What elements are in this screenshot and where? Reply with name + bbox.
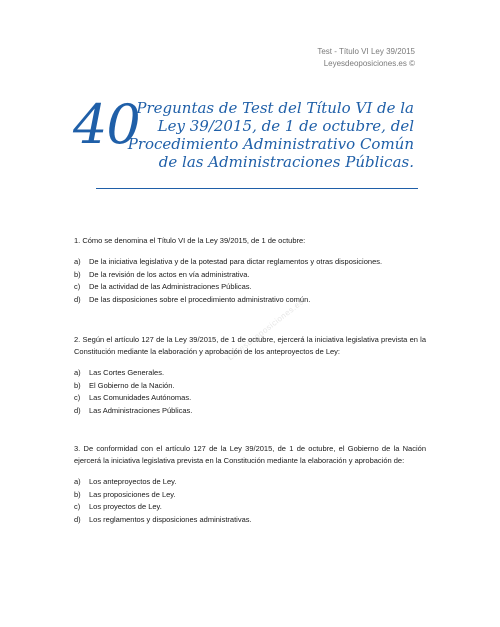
title-line: Ley 39/2015, de 1 de octubre, del <box>157 117 414 135</box>
title-line: Procedimiento Administrativo Común <box>127 135 414 153</box>
question-2 <box>74 334 426 417</box>
answer-option-b <box>74 269 426 282</box>
question-1 <box>74 235 426 306</box>
header-document-title: Test - Título VI Ley 39/2015 <box>317 47 415 56</box>
answer-option-b <box>74 489 426 502</box>
answer-option-c <box>74 281 426 294</box>
answer-option-a <box>74 256 426 269</box>
answer-option-a <box>74 367 426 380</box>
option-letter: d) <box>74 294 81 304</box>
page-header <box>317 46 415 70</box>
answer-options <box>74 256 426 306</box>
option-text: De la revisión de los actos en vía administrativa. <box>89 269 250 279</box>
answer-option-c <box>74 392 426 405</box>
option-text: Las Administraciones Públicas. <box>89 405 193 415</box>
option-letter: b) <box>74 489 81 499</box>
answer-option-d <box>74 514 426 527</box>
question-text: 1. Cómo se denomina el Título VI de la Ley 39/2015, de 1 de octubre: <box>74 236 306 245</box>
option-letter: a) <box>74 368 81 377</box>
option-text: Las Comunidades Autónomas. <box>89 393 192 402</box>
option-letter: d) <box>74 514 81 524</box>
option-text: Los anteproyectos de Ley. <box>89 477 177 486</box>
option-letter: c) <box>74 393 81 402</box>
option-text: Los reglamentos y disposiciones administrativas. <box>89 514 252 524</box>
question-text: 3. De conformidad con el artículo 127 de la Ley 39/2015, de 1 de octubre, el Gobierno de la Nación ejercerá la iniciativa legislativa prevista en la Constitución mediante la elaboración y aprobación de: <box>74 444 426 465</box>
option-letter: a) <box>74 257 81 266</box>
answer-option-b <box>74 380 426 393</box>
option-text: Las Cortes Generales. <box>89 368 165 377</box>
answer-options <box>74 367 426 417</box>
answer-option-d <box>74 294 426 307</box>
option-text: De las disposiciones sobre el procedimiento administrativo común. <box>89 294 311 304</box>
answer-option-d <box>74 405 426 418</box>
answer-option-c <box>74 501 426 514</box>
option-text: Los proyectos de Ley. <box>89 502 162 511</box>
title-line: Preguntas de Test del Título VI de la <box>136 99 414 117</box>
option-letter: a) <box>74 477 81 486</box>
watermark: Leyesdeoposiciones.es <box>226 297 306 363</box>
option-letter: d) <box>74 405 81 415</box>
answer-option-a <box>74 476 426 489</box>
option-letter: b) <box>74 269 81 279</box>
question-3 <box>74 443 426 526</box>
option-text: Las proposiciones de Ley. <box>89 489 176 499</box>
option-text: De la actividad de las Administraciones Públicas. <box>89 282 252 291</box>
option-letter: c) <box>74 282 81 291</box>
title-number: 40 <box>73 93 140 156</box>
header-website: Leyesdeoposiciones.es © <box>323 59 415 68</box>
document-title <box>114 99 414 171</box>
answer-options <box>74 476 426 526</box>
option-text: El Gobierno de la Nación. <box>89 380 175 390</box>
title-divider <box>96 188 418 189</box>
option-letter: b) <box>74 380 81 390</box>
question-text: 2. Según el artículo 127 de la Ley 39/2015, de 1 de octubre, ejercerá la iniciativa legislativa prevista en la Constitución mediante la elaboración y aprobación de los anteproyectos de Ley: <box>74 335 426 356</box>
option-text: De la iniciativa legislativa y de la potestad para dictar reglamentos y otras disposiciones. <box>89 257 383 266</box>
title-line: de las Administraciones Públicas. <box>158 153 414 171</box>
option-letter: c) <box>74 502 81 511</box>
